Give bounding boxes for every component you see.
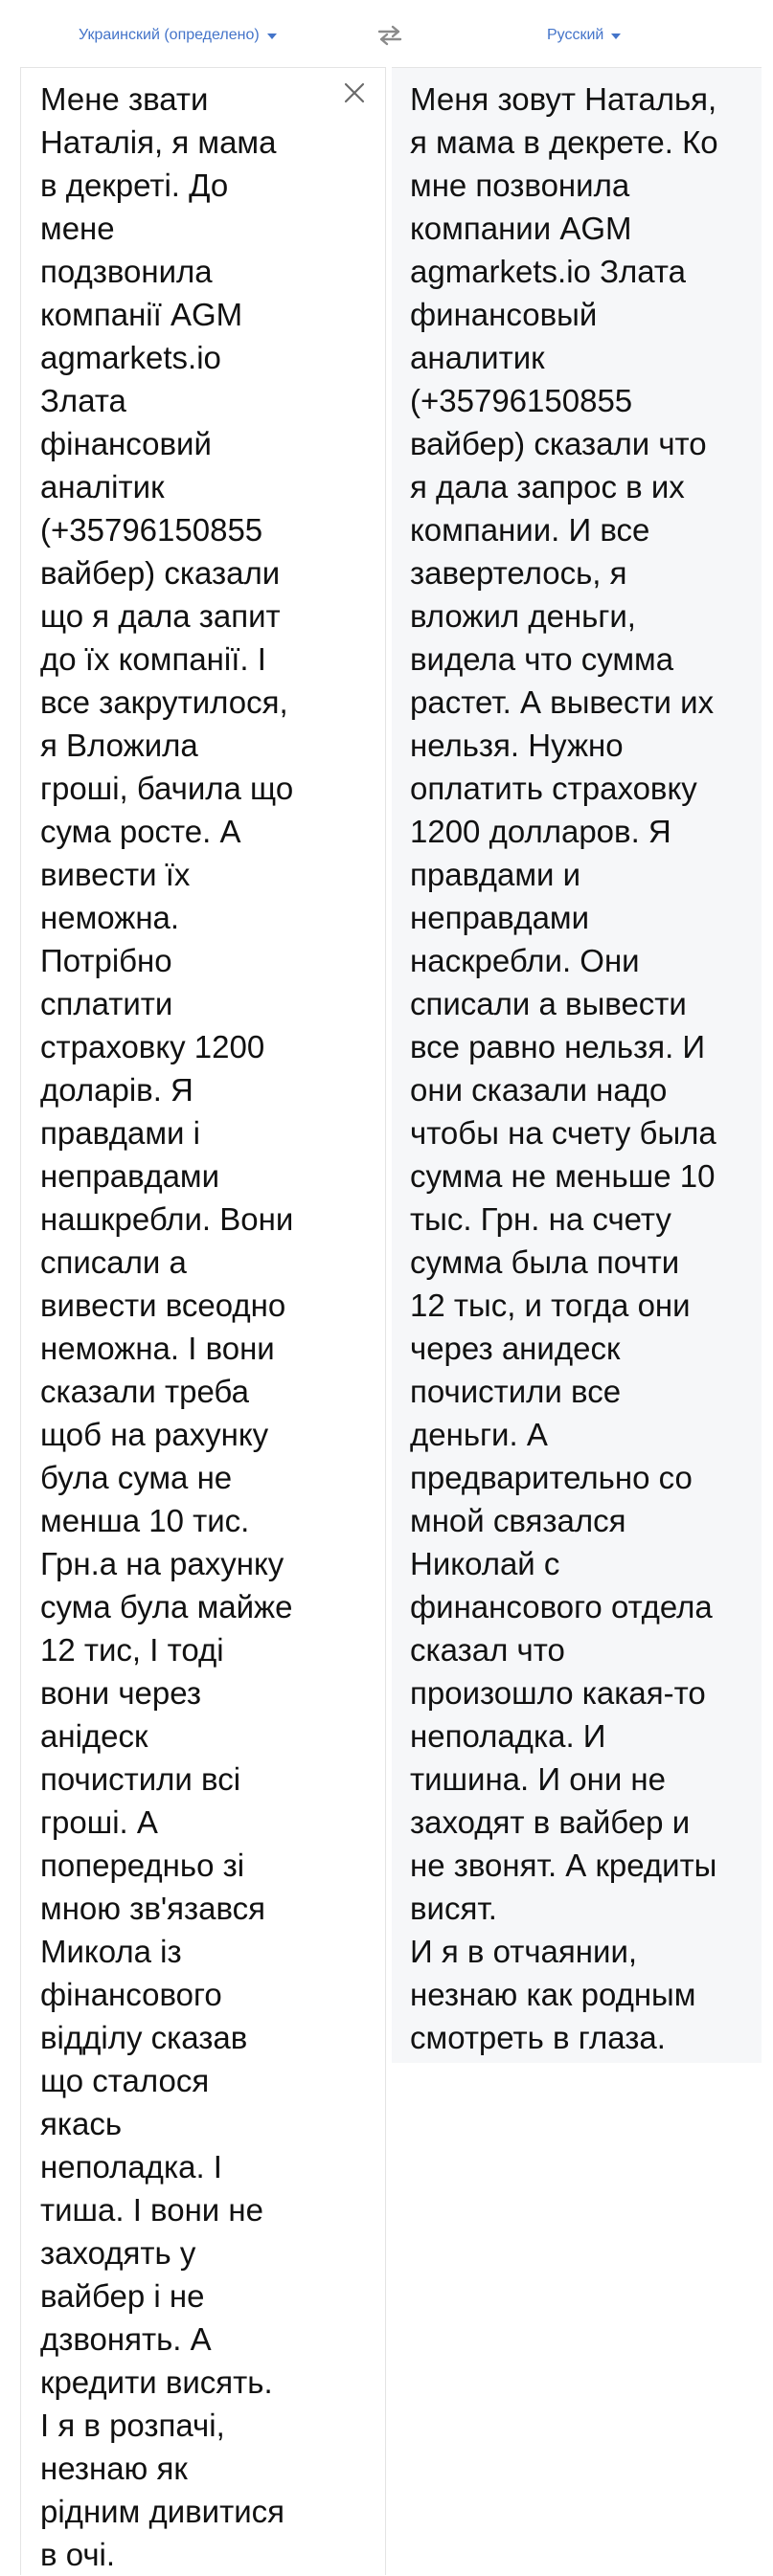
source-language-label: Украинский (определено) — [79, 27, 260, 43]
translated-text: Меня зовут Наталья, я мама в декрете. Ко мне позвонила компании AGM agmarkets.io Злата финансовый аналитик (+35796150855 вайбер) сказали что я дала запрос в их компании. И все завертелось, я вложил деньги, видела что сумма растет. А вывести их нельзя. Нужно оплатить страховку 1200 долларов. Я правдами и неправдами наскребли. Они списали а вывести все равно нельзя. И они сказали надо чтобы на счету была сумма не меньше 10 тыс. Грн. на счету сумма была почти 12 тыс, и тогда они через анидеск почистили все деньги. А предварительно со мной связался Николай с финансового отдела сказал что произошло какая-то неполадка. И тишина. И они не заходят в вайбер и не звонят. А кредиты висят. И я в отчаянии, незнаю как родным смотреть в глаза. — [410, 81, 718, 2055]
swap-arrows-icon — [375, 23, 404, 48]
close-icon — [343, 81, 366, 104]
language-bar — [0, 0, 773, 67]
clear-text-button[interactable] — [343, 81, 366, 104]
translation-panel — [392, 67, 762, 2063]
swap-languages-button[interactable] — [375, 23, 404, 48]
target-language-label: Русский — [547, 27, 604, 43]
source-text-input[interactable]: Мене звати Наталія, я мама в декреті. До мене подзвонила компанії AGM agmarkets.io Злата фінансовий аналітик (+35796150855 вайбер) сказали що я дала запит до їх компанії. І все закрутилося, я Вложила гроші, бачила що сума росте. А вивести їх неможна. Потрібно сплатити страховку 1200 доларів. Я правдами і неправдами нашкребли. Вони списали а вивести всеодно неможна. І вони сказали треба щоб на рахунку була сума не менша 10 тис. Грн.а на рахунку сума була майже 12 тис, І тоді вони через анідеск почистили всі гроші. А попередньо зі мною зв'язався Микола із фінансового відділу сказав що сталося якась неполадка. І тиша. І вони не заходять у вайбер і не дзвонять. А кредити висять. І я в розпачі, незнаю як рідним дивитися в очі. — [40, 81, 294, 2572]
caret-down-icon — [611, 34, 621, 39]
source-text-panel[interactable] — [20, 67, 386, 2575]
source-language-dropdown[interactable] — [79, 23, 277, 48]
caret-down-icon — [267, 34, 277, 39]
target-language-dropdown[interactable] — [547, 23, 621, 48]
